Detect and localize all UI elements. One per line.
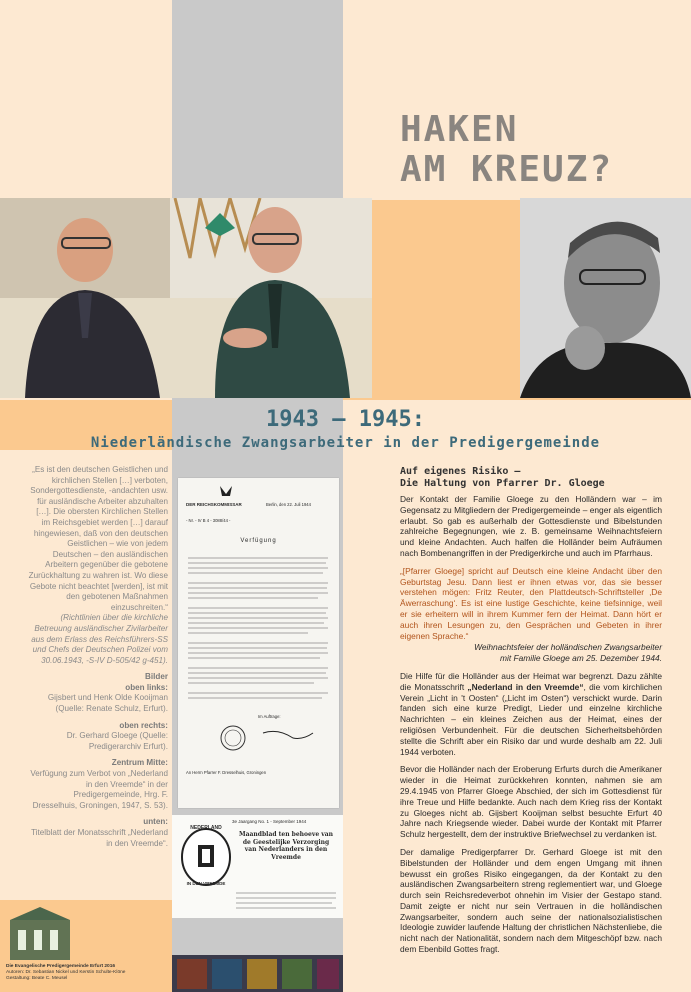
bilder-heading: Bilder [145,672,168,682]
paragraph-2-end: , die vom kirchlichen Verein „Licht in 't Oosten“ („Licht im Osten“) verschickt wurde. Darin fanden sich eine kurze Predigt, Lieder und einzelne kirchliche Nachrichten – ein kleines Zeichen aus der Heimat, eines der religiösen Verbundenheit. Für die deutschen Sicherheitsbehörden stellte die Schrift aber ein Risiko dar und wurde deshalb am 22. Juli 1944 verboten. [400,681,663,757]
paragraph-2-bold: „Nederland in den Vreemde“ [467,681,584,692]
article-paragraph-1: Der Kontakt der Familie Gloege zu den Holländern war – im Gegensatz zu Mitgliedern der Predigergemeinde – enger als eigentlich erlaubt. So gab es außerhalb der Gottesdienste und Bibelstunden zahlreiche Begegnungen, wie z. B. gemeinsame Weihnachtsfeiern und kleine Andachten. Auch halfen die Holländer beim Aufräumen nach Bombenangriffen in der Predigerkirche und auch im Pfarrhaus. [400,494,662,558]
caption-top-left: Gijsbert und Henk Olde Kooijman (Quelle: Renate Schulz, Erfurt). [47,693,168,714]
doc1-header-right: Berlin, den 22. Juli 1944 [266,502,311,507]
poster-title [400,110,685,190]
church-drawing [0,905,90,960]
doc2-logo-top: NEDERLAND [190,825,222,831]
sidebar-quote: „Es ist den deutschen Geistlichen und kirchlichen Stellen […] verboten, Sondergottesdienste, -andachten usw. für ausländische Arbeiter abzuhalten […]. Die obersten Kirchlichen Stellen im Reichsgebiet werden […] darauf hingewiesen, daß von den deutschen Geistlichen – wie von jedem Deutschen – den ausländischen Arbeitern gegenüber die gebotene Zurückhaltung zu wahren ist. Wo diese Gebote nicht beachtet [werden], ist mit den gebotenen Maßnahmen einzuschreiten.“ [28,465,168,612]
document-nederland-in-den-vreemde [172,815,343,918]
footer-line-3: Gestaltung: Beate C. Meusel [6,976,68,981]
paragraph-2-start: Die Hilfe für die Holländer aus der Heimat war begrenzt. Dazu zählte die Monatsschrift [400,670,662,692]
caption-center: Verfügung zum Verbot von „Nederland in den Vreemde“ in der Predigergemeinde, Hrg. F. Dresselhuis, Groningen, 1947, S. 53). [30,769,168,810]
article-quote: „[Pfarrer Gloege] spricht auf Deutsch eine kleine Andacht über den Geburtstag Jesu. Dann liest er ihnen etwas vor, das sie besser verstehen mögen: Fritz Reuter, den Plattdeutsch-Schriftsteller ‚De Äwerraschung‘. Es ist eine lustige Geschichte, keine tiefsinnige, weil er sie erheitern will in ihrem Kummer fern der Heimat. Dann hört er auch ihren Lesungen zu, den Gesprächen und Gebeten in ihrer eigenen Sprache.“ [400,565,662,641]
title-line-2: AM KREUZ? [400,149,614,190]
title-line-1: HAKEN [400,109,519,150]
left-sidebar [28,465,168,849]
doc1-heading: Verfügung [240,538,277,544]
caption-label-top-left: oben links: [125,682,168,692]
doc2-logo-bottom: IN DEN VREEMDE [186,881,226,886]
caption-top-right: Dr. Gerhard Gloege (Quelle: Predigerarchiv Erfurt). [66,731,168,751]
doc2-subtitle: Maandblad ten behoeve van de Geestelijke Verzorging van Nederlanders in den Vreemde [239,831,333,861]
footer-line-1: Die Evangelische Predigergemeinde Erfurt 2016 [6,964,116,969]
heading-years: 1943 – 1945: [266,407,425,432]
caption-label-bottom: unten: [143,817,168,827]
caption-label-top-right: oben rechts: [119,720,168,730]
doc1-header-left: DER REICHSKOMMISSAR [186,502,242,507]
doc1-signature-label: Im Auftrage: [258,714,281,719]
doc1-footer: An Herrn Pfarrer F. Dresselhuis, Groningen [186,770,267,775]
document-verfuegung [178,478,339,808]
quote-caption-line-2: mit Familie Gloege am 25. Dezember 1944. [500,653,662,664]
section-title-line-2: Die Haltung von Pfarrer Dr. Gloege [400,478,605,489]
section-title [400,466,662,490]
sidebar-quote-source: (Richtlinien über die kirchliche Betreuung ausländischer Zivilarbeiter aus dem Erlass des Reichsführers-SS und Chefs der Deutschen Polizei vom 30.06.1943, -S-IV D-505/42 g-451). [31,613,168,665]
right-article [400,466,662,962]
caption-label-center: Zentrum Mitte: [111,758,168,768]
article-paragraph-2 [400,671,662,757]
section-title-line-1: Auf eigenes Risiko – [400,466,521,477]
footer-credits [6,964,171,982]
stained-glass-strip [172,955,343,992]
doc2-issue: 3e Jaargang No. 1 - September 1944 [232,819,307,824]
quote-caption-line-1: Weihnachtsfeier der holländischen Zwangsarbeiter [474,642,662,653]
quote-caption [400,642,662,664]
caption-bottom: Titelblatt der Monatsschrift „Nederland in den Vreemde“. [31,828,168,848]
doc1-ref: - Nr. - IV B 4 - 3088/44 - [186,518,231,523]
photo-kooijman-brothers [0,198,372,398]
article-paragraph-3: Bevor die Holländer nach der Eroberung Erfurts durch die Amerikaner wieder in die Heimat zurückkehren konnten, nahmen sie am 29.4.1945 von Pfarrer Gloege Abschied, der sich im Gottesdienst für ihre Treue und Hilfe bedankte. Auch nach dem Krieg riss der Kontakt zu Gloeges nicht ab. Gijsbert Kooijman selbst besuchte Erfurt 40 Jahre nach Kriegsende wieder. Dabei wurde der Kontakt mit Pfarrer Schulz hergestellt, dem der instruktive Briefwechsel zu verdanken ist. [400,764,662,840]
photo-gloege-portrait [520,198,691,398]
heading-subtitle: Niederländische Zwangsarbeiter in der Predigergemeinde [90,435,601,451]
footer-line-2: Autoren: Dr. Sebastian Nickel und Kerstin Schulte-Klöne [6,970,126,975]
article-paragraph-4: Der damalige Predigerpfarrer Dr. Gerhard Gloege ist mit den Bibelstunden der Holländer und dem engen Umgang mit ihnen bewusst ein großes Risiko eingegangen, da der Kontakt zu den ausländischen Zwangsarbeitern streng reglementiert war, und Gloege durch sein Reichsredeverbot ohnehin im Visier der Gestapo stand. Damit zeigte er nicht nur sein Vertrauen in die holländischen Zwangsarbeiter, sondern auch seine der nationalsozialistischen Ideologie zuwider laufende Haltung der christlichen Nächstenliebe, die nicht nach der Nationalität, sondern nach dem Mitgeschöpf bzw. nach dem Ebenbild Gottes fragt. [400,846,662,955]
